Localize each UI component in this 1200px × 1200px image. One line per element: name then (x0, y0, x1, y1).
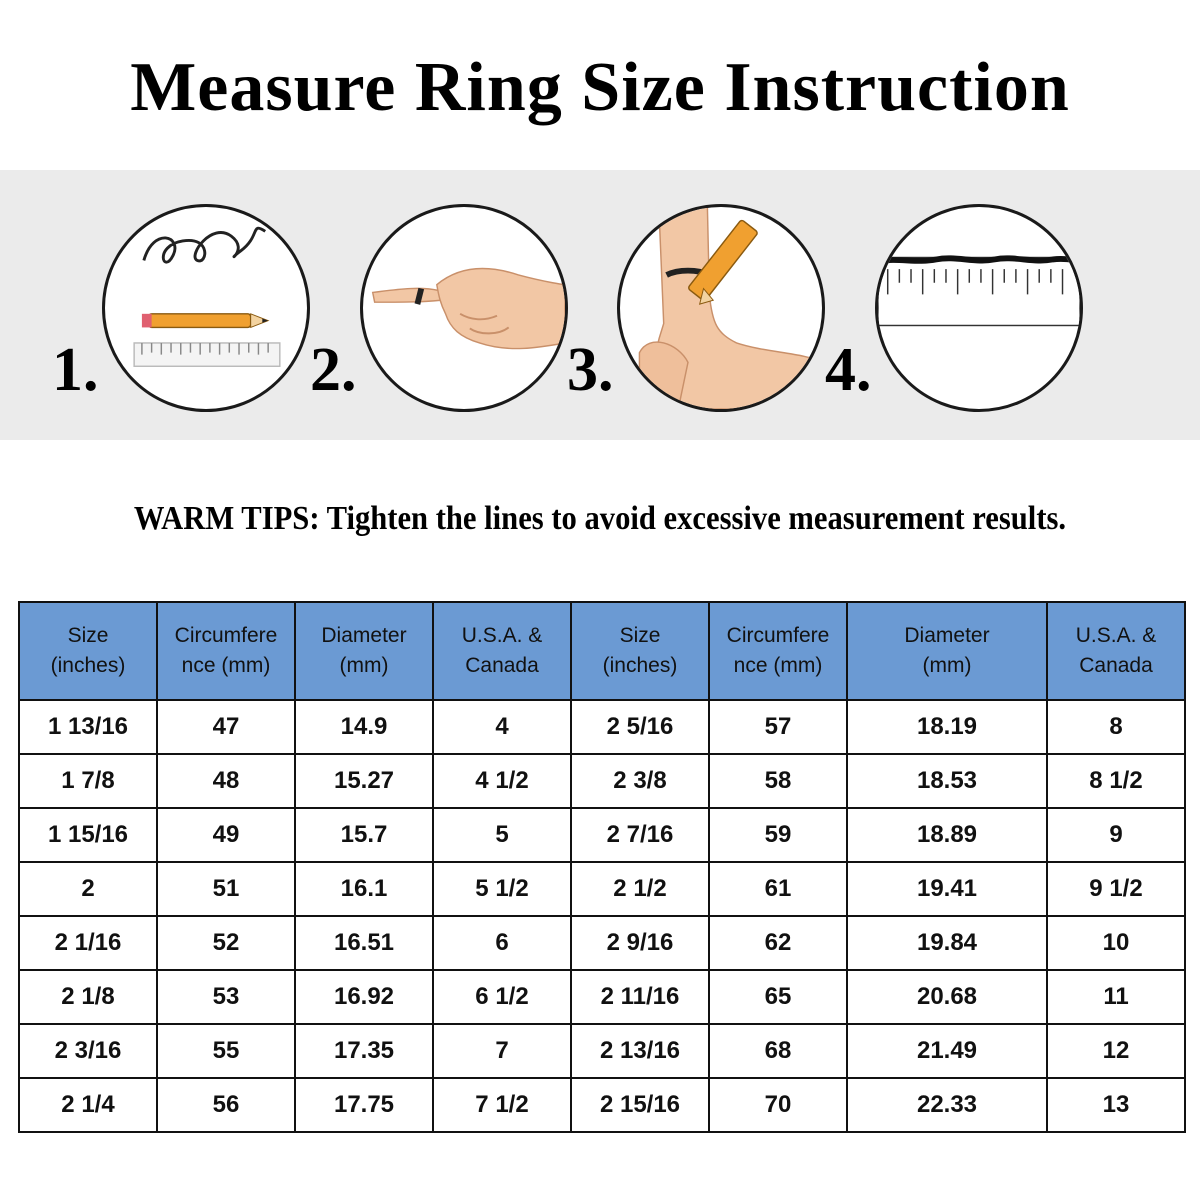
header-size-inches (19, 602, 157, 700)
table-cell: 15.7 (295, 808, 433, 862)
header-line: nce (mm) (733, 654, 823, 677)
table-cell: 2 5/16 (571, 700, 709, 754)
header-line: (mm) (922, 654, 972, 677)
table-cell: 21.49 (847, 1024, 1047, 1078)
table-cell: 17.75 (295, 1078, 433, 1132)
table-cell: 47 (157, 700, 295, 754)
table-cell: 16.51 (295, 916, 433, 970)
table-cell: 61 (709, 862, 847, 916)
table-row (19, 862, 1185, 916)
table-cell: 9 (1047, 808, 1185, 862)
header-line: U.S.A. & (461, 624, 543, 647)
warm-tips: WARM TIPS: Tighten the lines to avoid excessive measurement results. (133, 500, 1067, 537)
header-diameter (295, 602, 433, 700)
header-size-inches (571, 602, 709, 700)
table-cell: 17.35 (295, 1024, 433, 1078)
table-cell: 1 15/16 (19, 808, 157, 862)
header-line: U.S.A. & (1075, 624, 1157, 647)
table-cell: 19.41 (847, 862, 1047, 916)
step-number: 2. (310, 336, 357, 404)
step-number: 1. (52, 336, 99, 404)
table-cell: 2 9/16 (571, 916, 709, 970)
table-cell: 20.68 (847, 970, 1047, 1024)
table-cell: 8 (1047, 700, 1185, 754)
table-cell: 49 (157, 808, 295, 862)
step-2 (258, 170, 558, 440)
header-line: Size (619, 624, 661, 647)
table-cell: 11 (1047, 970, 1185, 1024)
header-line: Circumfere (726, 624, 830, 647)
step-3 (515, 170, 815, 440)
table-cell: 55 (157, 1024, 295, 1078)
table-row (19, 754, 1185, 808)
table-cell: 2 13/16 (571, 1024, 709, 1078)
steps-band (0, 170, 1200, 440)
table-cell: 65 (709, 970, 847, 1024)
table-cell: 2 7/16 (571, 808, 709, 862)
table-body (19, 700, 1185, 1132)
table-row (19, 808, 1185, 862)
header-line: (inches) (50, 654, 126, 677)
table-cell: 58 (709, 754, 847, 808)
table-cell: 18.53 (847, 754, 1047, 808)
table-cell: 19.84 (847, 916, 1047, 970)
table-cell: 53 (157, 970, 295, 1024)
header-line: Canada (465, 654, 539, 677)
table-cell: 8 1/2 (1047, 754, 1185, 808)
table-cell: 57 (709, 700, 847, 754)
table-cell: 4 (433, 700, 571, 754)
table-row (19, 1024, 1185, 1078)
table-cell: 6 1/2 (433, 970, 571, 1024)
table-cell: 16.1 (295, 862, 433, 916)
table-cell: 2 11/16 (571, 970, 709, 1024)
header-circumference (709, 602, 847, 700)
header-line: (mm) (339, 654, 389, 677)
table-cell: 2 3/8 (571, 754, 709, 808)
header-line: nce (mm) (181, 654, 271, 677)
step-number: 3. (567, 336, 614, 404)
table-cell: 2 15/16 (571, 1078, 709, 1132)
header-line: Diameter (321, 624, 407, 647)
table-cell: 10 (1047, 916, 1185, 970)
table-cell: 52 (157, 916, 295, 970)
table-row (19, 1078, 1185, 1132)
ring-size-table (18, 601, 1186, 1133)
table-cell: 2 1/8 (19, 970, 157, 1024)
table-cell: 9 1/2 (1047, 862, 1185, 916)
header-line: Circumfere (174, 624, 278, 647)
header-usa-canada (1047, 602, 1185, 700)
table-cell: 4 1/2 (433, 754, 571, 808)
table-row (19, 700, 1185, 754)
table-cell: 1 13/16 (19, 700, 157, 754)
header-usa-canada (433, 602, 571, 700)
header-diameter (847, 602, 1047, 700)
table-cell: 2 1/16 (19, 916, 157, 970)
header-circumference (157, 602, 295, 700)
table-cell: 15.27 (295, 754, 433, 808)
table-cell: 7 (433, 1024, 571, 1078)
table-cell: 22.33 (847, 1078, 1047, 1132)
table-cell: 2 3/16 (19, 1024, 157, 1078)
header-line: Size (67, 624, 109, 647)
table-cell: 16.92 (295, 970, 433, 1024)
table-cell: 2 (19, 862, 157, 916)
table-cell: 13 (1047, 1078, 1185, 1132)
table-cell: 70 (709, 1078, 847, 1132)
table-cell: 48 (157, 754, 295, 808)
table-cell: 6 (433, 916, 571, 970)
header-line: Canada (1079, 654, 1153, 677)
table-row (19, 970, 1185, 1024)
table-cell: 14.9 (295, 700, 433, 754)
table-cell: 5 1/2 (433, 862, 571, 916)
table-cell: 2 1/2 (571, 862, 709, 916)
table-cell: 18.19 (847, 700, 1047, 754)
header-line: Diameter (904, 624, 990, 647)
table-cell: 62 (709, 916, 847, 970)
table-cell: 1 7/8 (19, 754, 157, 808)
table-cell: 2 1/4 (19, 1078, 157, 1132)
table-row (19, 916, 1185, 970)
table-header-row (19, 602, 1185, 700)
table-cell: 18.89 (847, 808, 1047, 862)
table-cell: 68 (709, 1024, 847, 1078)
table-cell: 51 (157, 862, 295, 916)
step-4 (773, 170, 1073, 440)
table-cell: 5 (433, 808, 571, 862)
page-title: Measure Ring Size Instruction (130, 49, 1070, 126)
table-cell: 56 (157, 1078, 295, 1132)
ruler-measure-icon (875, 204, 1083, 412)
table-cell: 12 (1047, 1024, 1185, 1078)
step-1 (0, 170, 300, 440)
table-cell: 59 (709, 808, 847, 862)
table-cell: 7 1/2 (433, 1078, 571, 1132)
step-number: 4. (825, 336, 872, 404)
header-line: (inches) (602, 654, 678, 677)
